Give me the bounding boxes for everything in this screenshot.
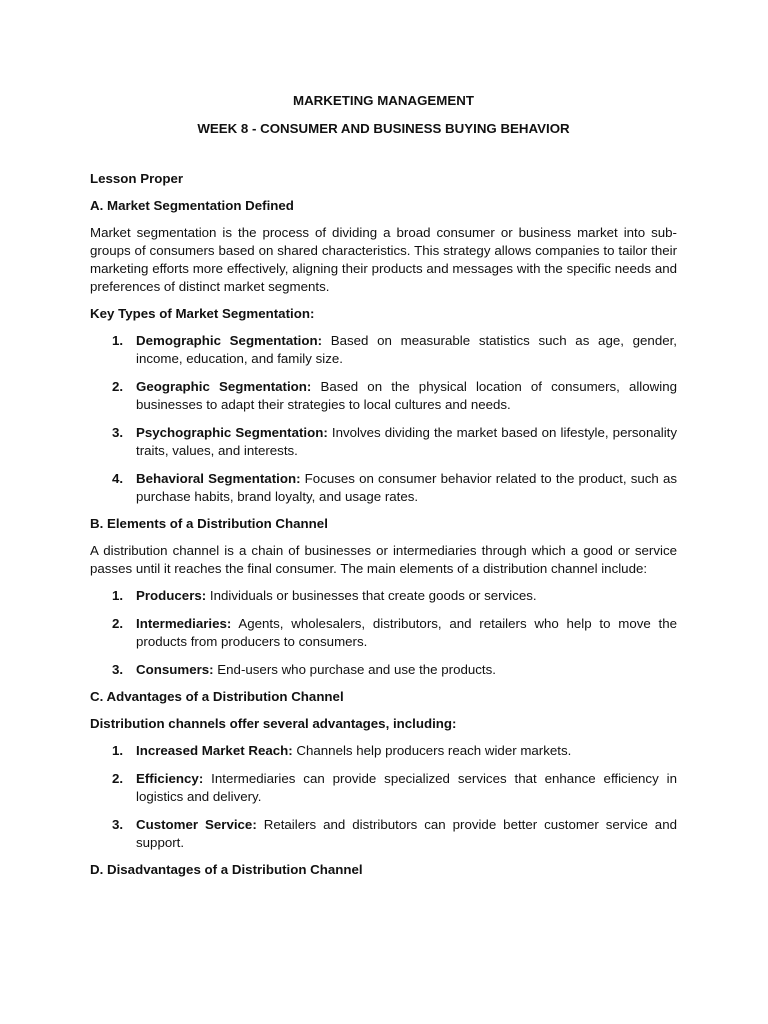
list-text: Retailers and distributors can provide better customer service and support. bbox=[136, 817, 677, 850]
list-item bbox=[90, 770, 677, 806]
list-text: Focuses on consumer behavior related to the product, such as purchase habits, brand loyalty, and usage rates. bbox=[136, 471, 678, 504]
list-text: Channels help producers reach wider markets. bbox=[292, 743, 572, 758]
list-number: 3. bbox=[112, 817, 124, 832]
list-term: Producers: bbox=[136, 588, 207, 603]
list-term: Customer Service: bbox=[136, 817, 257, 832]
list-text: Based on measurable statistics such as age, gender, income, education, and family size. bbox=[136, 333, 677, 366]
list-term: Efficiency: bbox=[136, 771, 204, 786]
list-term: Consumers: bbox=[136, 662, 214, 677]
list-term: Behavioral Segmentation: bbox=[136, 471, 301, 486]
list-term: Psychographic Segmentation: bbox=[136, 425, 328, 440]
channel-elements-list bbox=[90, 587, 677, 679]
section-b-heading: B. Elements of a Distribution Channel bbox=[90, 516, 328, 531]
list-text: Individuals or businesses that create goods or services. bbox=[206, 588, 537, 603]
document-page bbox=[90, 92, 677, 888]
list-number: 3. bbox=[112, 425, 124, 440]
list-text: Involves dividing the market based on lifestyle, personality traits, values, and interests. bbox=[136, 425, 677, 458]
list-item bbox=[90, 378, 677, 414]
list-text: Agents, wholesalers, distributors, and retailers who help to move the products from producers to consumers. bbox=[136, 616, 677, 649]
list-text: End-users who purchase and use the products. bbox=[213, 662, 496, 677]
list-number: 1. bbox=[112, 333, 124, 348]
list-number: 2. bbox=[112, 771, 124, 786]
list-item bbox=[90, 587, 677, 605]
list-number: 1. bbox=[112, 588, 124, 603]
lesson-proper-label: Lesson Proper bbox=[90, 171, 184, 186]
list-term: Geographic Segmentation: bbox=[136, 379, 312, 394]
section-a-subheading: Key Types of Market Segmentation: bbox=[90, 306, 315, 321]
list-item bbox=[90, 615, 677, 651]
course-title: MARKETING MANAGEMENT bbox=[293, 93, 474, 108]
section-a-heading: A. Market Segmentation Defined bbox=[90, 198, 294, 213]
list-item bbox=[90, 661, 677, 679]
list-number: 1. bbox=[112, 743, 124, 758]
section-c-heading: C. Advantages of a Distribution Channel bbox=[90, 689, 344, 704]
list-term: Intermediaries: bbox=[136, 616, 232, 631]
list-term: Demographic Segmentation: bbox=[136, 333, 323, 348]
section-d-heading: D. Disadvantages of a Distribution Channel bbox=[90, 862, 363, 877]
week-title: WEEK 8 - CONSUMER AND BUSINESS BUYING BEHAVIOR bbox=[197, 121, 570, 136]
list-number: 2. bbox=[112, 616, 124, 631]
list-number: 2. bbox=[112, 379, 124, 394]
section-a-paragraph: Market segmentation is the process of dividing a broad consumer or business market into sub-groups of consumers based on shared characteristics. This strategy allows companies to tailor their marketing efforts more effectively, aligning their products and messages with the specific needs and preferences of distinct market segments. bbox=[90, 225, 677, 294]
segmentation-types-list bbox=[90, 332, 677, 506]
list-item bbox=[90, 816, 677, 852]
list-text: Based on the physical location of consumers, allowing businesses to adapt their strategies to local cultures and needs. bbox=[136, 379, 677, 412]
list-item bbox=[90, 332, 677, 368]
list-term: Increased Market Reach: bbox=[136, 743, 293, 758]
list-item bbox=[90, 424, 677, 460]
section-c-subheading: Distribution channels offer several advantages, including: bbox=[90, 716, 457, 731]
list-item bbox=[90, 742, 677, 760]
list-text: Intermediaries can provide specialized services that enhance efficiency in logistics and delivery. bbox=[136, 771, 677, 804]
list-number: 3. bbox=[112, 662, 124, 677]
channel-advantages-list bbox=[90, 742, 677, 852]
section-b-paragraph: A distribution channel is a chain of businesses or intermediaries through which a good or service passes until it reaches the final consumer. The main elements of a distribution channel include: bbox=[90, 543, 677, 576]
list-item bbox=[90, 470, 677, 506]
list-number: 4. bbox=[112, 471, 124, 486]
